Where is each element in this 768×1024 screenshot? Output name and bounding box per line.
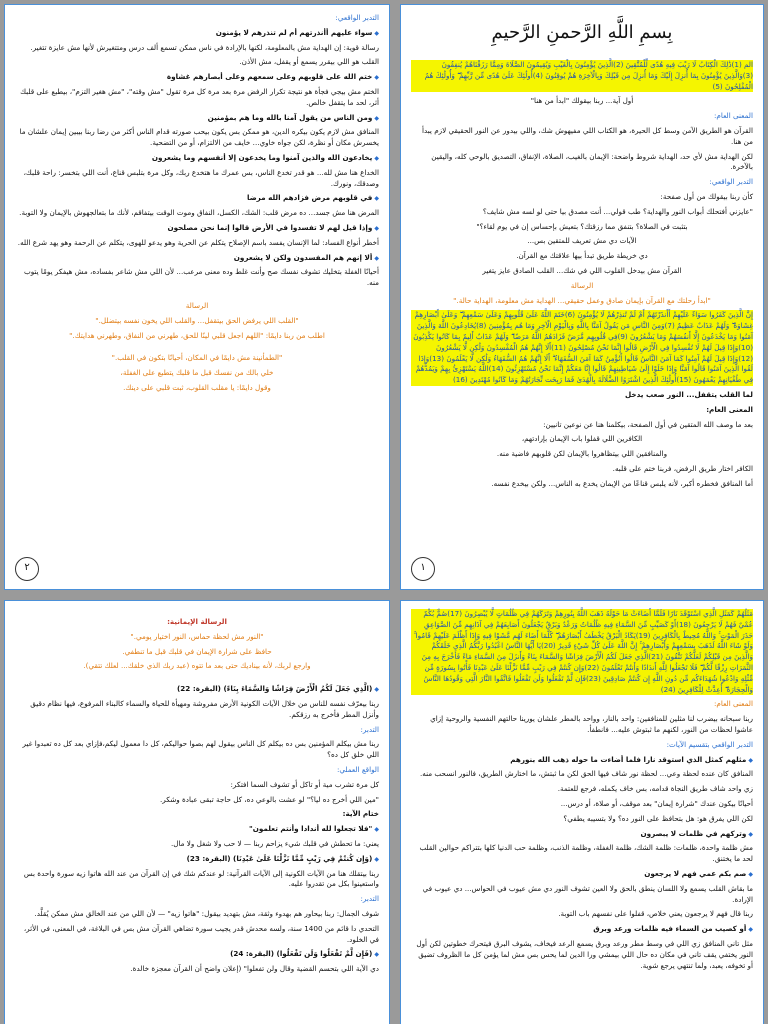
paragraph: أحيانًا بيكون عندك "شرارة إيمان" بعد موقف، أو صلاة، أو درس... [560, 798, 753, 808]
paragraph: القرآن هو الطريق الآمن وسط كل الحيرة، هو الكتاب اللي مفيهوش شك، واللي بيدور عن النور الحقيقي لازم يبدأ من هنا. [421, 125, 753, 146]
paragraph: الخداع هنا مش لله... هو قدر تخدع الناس، بس عمرك ما هتخدع ربك، وكل مرة بتلبس قناع، أنت اللي بتخسر: راحة قلبك، وصدقك، ونورك. [23, 167, 379, 188]
paragraph: المرض هنا مش جسد... ده مرض قلب: الشك، الكسل، النفاق وموت الوقت بيتفاقم، لأنك ما بتعالجهوش بالإيمان ولا التوبة. [19, 208, 379, 218]
bullet-title: ◆ يخادعون الله والذين آمنوا وما يخدعون إلا أنفسهم وما يشعرون [15, 153, 379, 164]
bullet-title: ◆ في قلوبهم مرض فزادهم الله مرضا [15, 193, 379, 204]
section-title: المعنى العام: [714, 699, 753, 709]
paragraph: الآيات دي مش تعريف للمتقين بس... [527, 236, 637, 246]
paragraph: مش ظلمة واحدة، ظلمات: ظلمة الشك، ظلمة الغفلة، وظلمة الذنب، وظلمة حب الدنيا كلها بتتراكم حوالين القلب لحد ما يختنق. [419, 843, 753, 864]
paragraph: الكافر اختار طريق الرفض، فربنا ختم على قلبه. [612, 463, 753, 473]
message-text: اطلب من ربنا دايمًا: "اللهم اجعل قلبي لينًا للحق، طهرني من النفاق، وطهرني هدايتك." [69, 330, 325, 340]
dua-text: خلي بالك من نفسك قبل ما قلبك يتطبع على الغفلة، [120, 368, 274, 378]
paragraph: القرآن مش بيدخل القلوب اللي في شك... القلب الصادق عايز يتغير [482, 265, 682, 275]
paragraph: ربنا مش بيكلم المؤمنين بس ده بيكلم كل الناس بيقول لهم بصوا حواليكم، كل دا معمول ليكم،فإزاي بعد كل ده تعبدوا غير اللي خلق كل ده؟ [22, 739, 379, 760]
section-title: التدبر الواقعي: [709, 177, 753, 187]
intro-text: أول آية... ربنا بيقولك "ابدأ من هنا" [530, 96, 634, 106]
bullet-title: ◆ (الَّذِي جَعَلَ لَكُمُ الْأَرْضَ فِرَاشًا وَالسَّمَاءَ بِنَاءً) (البقرة: 22) [15, 684, 379, 695]
paragraph: كأن ربنا بيقولك من أول صفحة: [660, 191, 753, 201]
paragraph: ما بقاش القلب يسمع ولا اللسان ينطق بالحق ولا العين تشوف النور دي مش عيوب في الحواس... دي عيوب في الإرادة. [422, 883, 753, 904]
paragraph: دي خريطة طريق تبدأ بيها علاقتك مع القرآن. [516, 251, 648, 261]
paragraph: بتثبت في الصلاة؟ بتنفق مما رزقتك؟ بتعيش بإحساس إن في يوم لقاء؟" [476, 221, 688, 231]
bullet-title: ◆ وإذا قيل لهم لا تفسدوا في الأرض قالوا إنما نحن مصلحون [15, 223, 379, 234]
bullet-title: ◆ (وَإِن كُنتُمْ فِي رَيْبٍ مِّمَّا نَزَّلْنَا عَلَىٰ عَبْدِنَا) (البقرة: 23) [15, 854, 379, 865]
paragraph: دي الآية اللي بتحسم القضية وقال ولن تفعلوا" (إعلان واضح أن القرآن معجزة خالدة. [130, 964, 379, 974]
paragraph: المنافق كان عنده لحظة وعي... لحظة نور شاف فيها الحق لكن ما ثبتش، ما اختارش الطريق، فالنور انسحب منه. [419, 769, 753, 779]
message-text: "ابدأ رحلتك مع القرآن بإيمان صادق وعمل حقيقي... الهداية مش معلومة، الهداية حالة." [453, 295, 711, 305]
bullet-title: ◆ ومن الناس من يقول آمنا بالله وما هم بمؤمنين [15, 113, 379, 124]
paragraph: القلب هو اللي بيقرر يسمع أو يقفل، مش الأذن. [239, 57, 379, 67]
page-2 [4, 4, 390, 590]
paragraph: لكن الهداية مش لأي حد، الهداية شروط واضحة: الإيمان بالغيب، الصلاة، الإنفاق، التصديق بالوحي كله، واليقين بالآخرة. [431, 151, 753, 172]
paragraph: الختم مش بيجي فجأة هو نتيجة تكرار الرفض مرة بعد مرة كل مرة تقول "مش وقته"، "مش هغير التزم"، بيطبع على قلبك أثر، لحد ما يتقفل خالص. [20, 86, 379, 107]
paragraph: كل مرة تشرب مية أو تاكل أو تشوف السما افتكر: [230, 779, 379, 789]
bullet-title: ◆ ألا إنهم هم المفسدون ولكن لا يشعرون [15, 253, 379, 264]
bullet-title: ◆ سواء عليهم أأنذرتهم أم لم تنذرهم لا يؤمنون [15, 28, 379, 39]
section-title: المعنى العام: [706, 404, 753, 414]
paragraph: المنافق مش لازم يكون بيكره الدين، هو ممكن بس يكون بيحب صورته قدام الناس أكثر من رضا ربنا بيبين إيمان علشان ما يخسرش مكان أو نظرة، لكن جواه خاوي... خايف من الالتزام، أو من التضحية. [19, 127, 379, 148]
message-title: الرسالة [570, 280, 594, 290]
section-title: التدبر الواقعي: [335, 13, 379, 22]
paragraph: أما المنافق فخطره أكبر، لأنه يلبس قناعًا من الإيمان يخدع به الناس... ولكن بيخدع نفسه. [491, 478, 753, 488]
paragraph: التحدي دا قائم من 1400 سنة، ولسه محدش قدر يجيب سورة تضاهي القرآن مش بس في البلاغة، في المعنى، في الأثر، في الخلود. [23, 923, 379, 944]
paragraph: ربنا سبحانه بيضرب لنا مثلين للمنافقين: واحد بالنار، وواحد بالمطر علشان يورينا حالتهم النفسية والروحية إزاي عاشوا لحظات من النور، لكنهم ما ثبتوش عليه... فانطفأ. [430, 714, 753, 734]
paragraph: مثل تاني المنافق زي اللي في وسط مطر ورعد وبرق يسمع الرعد فيخاف، يشوف البرق فيتحرك خطوتين لكن أول النور يختفي يقف تاني في مكان ده حال اللي بيمشي ورا الدين لما يحس بس مش لما يؤمن كل ما الظروف تضيق أو تخوفه، يعبد، ولما تنتهي يرجع شوية. [416, 938, 753, 970]
message-title: الرسالة [185, 300, 209, 310]
paragraph: يعني: ما تحطش في قلبك شيء يزاحم ربنا — لا حب ولا شغل ولا مال. [170, 838, 379, 848]
paragraph: بعد ما وصف الله المتقين في أول الصفحة، بيكلمنا هنا عن نوعين تانيين: [543, 419, 753, 429]
section-title: الواقع العملي: [336, 764, 379, 774]
basmala: بِسمِ اللَّهِ الرَّحمنِ الرَّحيمِ [491, 22, 673, 43]
bullet-title: ◆ أو كصيب من السماء فيه ظلمات ورعد وبرق [411, 924, 753, 935]
paragraph: لكن اللي يفرق هو: هل بتحافظ على النور ده؟ ولا بتسيبه يطفي؟ [563, 813, 753, 823]
section-title: التدبر: [360, 894, 379, 904]
page-number: ١ [411, 557, 435, 581]
page-3 [400, 600, 764, 1024]
section-title: التدبر الواقعي بتقسيم الآيات: [666, 739, 753, 749]
section-title: التدبر: [360, 724, 379, 734]
paragraph: ربنا قال فهم لا يرجعون يعني خلاص، قفلوا على نفسهم باب التوبة. [558, 909, 753, 919]
page-number: ٢ [15, 557, 39, 581]
bullet-title: ◆ "فلا تجعلوا لله أندادا وأنتم تعلمون" [15, 824, 379, 835]
message-text: حافظ على شرارة الإيمان في قلبك قبل ما تنطفي. [122, 646, 272, 656]
heading: لما القلب يتقفل... النور صعب يدخل [625, 389, 753, 399]
bullet-title: ◆ (فَإِن لَّمْ تَفْعَلُوا وَلَن تَفْعَلُوا) (البقرة: 24) [15, 949, 379, 960]
paragraph: أخطر أنواع الفساد: لما الإنسان يفسد باسم الإصلاح يتكلم عن الحرية وهو يدعو للهوى، يتكلم عن الرحمة وهو يهد شرع الله. [17, 237, 379, 247]
bullet-title: ◆ وتركهم في ظلمات لا يبصرون [411, 829, 753, 840]
message-text: وارجع لربك، لأنه بيناديك حتى بعد ما تتوه (عبد ربك الذي خلقك... لعلك تتقي). [83, 661, 311, 671]
bullet-title: ◆ صم بكم عمي فهم لا يرجعون [411, 869, 753, 880]
verses-block: إِنَّ الَّذِينَ كَفَرُوا سَوَاءٌ عَلَيْهِمْ أَأَنذَرْتَهُمْ أَمْ لَمْ تُنذِرْهُمْ لَا يُؤْمِنُونَ (6)خَتَمَ اللَّهُ عَلَىٰ قُلُوبِهِمْ وَعَلَىٰ سَمْعِهِمْ ۖ وَعَلَىٰ أَبْصَارِهِمْ غِشَاوَةٌ ۖ وَلَهُمْ عَذَابٌ عَظِيمٌ (7)وَمِنَ النَّاسِ مَن يَقُولُ آمَنَّا بِاللَّهِ وَبِالْيَوْمِ الْآخِرِ وَمَا هُم بِمُؤْمِنِينَ (8)يُخَادِعُونَ اللَّهَ وَالَّذِينَ آمَنُوا وَمَا يَخْدَعُونَ إِلَّا أَنفُسَهُمْ وَمَا يَشْعُرُونَ (9)فِي قُلُوبِهِم مَّرَضٌ فَزَادَهُمُ اللَّهُ مَرَضًا ۖ وَلَهُمْ عَذَابٌ أَلِيمٌ بِمَا كَانُوا يَكْذِبُونَ (10)وَإِذَا قِيلَ لَهُمْ لَا تُفْسِدُوا فِي الْأَرْضِ قَالُوا إِنَّمَا نَحْنُ مُصْلِحُونَ (11)أَلَا إِنَّهُمْ هُمُ الْمُفْسِدُونَ وَلَٰكِن لَّا يَشْعُرُونَ (12)وَإِذَا قِيلَ لَهُمْ آمِنُوا كَمَا آمَنَ النَّاسُ قَالُوا أَنُؤْمِنُ كَمَا آمَنَ السُّفَهَاءُ ۗ أَلَا إِنَّهُمْ هُمُ السُّفَهَاءُ وَلَٰكِن لَّا يَعْلَمُونَ (13)وَإِذَا لَقُوا الَّذِينَ آمَنُوا قَالُوا آمَنَّا وَإِذَا خَلَوْا إِلَىٰ شَيَاطِينِهِمْ قَالُوا إِنَّا مَعَكُمْ إِنَّمَا نَحْنُ مُسْتَهْزِئُونَ (14)اللَّهُ يَسْتَهْزِئُ بِهِمْ وَيَمُدُّهُمْ فِي طُغْيَانِهِمْ يَعْمَهُونَ (15)أُولَٰئِكَ الَّذِينَ اشْتَرَوُا الضَّلَالَةَ بِالْهُدَىٰ فَمَا رَبِحَت تِّجَارَتُهُمْ وَمَا كَانُوا مُهْتَدِينَ (16) [411, 310, 753, 386]
page-1 [400, 4, 764, 590]
paragraph: الكافرين اللي قفلوا باب الإيمان بإرادتهم، [521, 434, 643, 444]
paragraph: "عايزني أفتحلك أبواب النور والهداية؟ طب قولي... أنت مصدق بيا حتى لو لسه مش شايف؟ [482, 206, 753, 216]
message-text: "النور مش لحظة حماس، النور اختيار يومي." [130, 631, 264, 641]
paragraph: ربنا بيعرّف نفسه للناس من خلال الآيات الكونية الأرض مفروشة ومهيأة للحياة والسماء كالبناء المرفوع، فيها نظام دقيق وأنزل المطر فأخرج به رزقكم. [30, 698, 379, 719]
dua-text: وقول دايمًا: يا مقلب القلوب، ثبت قلبي على دينك. [123, 382, 271, 392]
paragraph: رسالة قوية: إن الهداية مش بالمعلومة، لكنها بالإرادة في ناس ممكن تسمع ألف درس ومتتغيرش لأنها مش عايزة تتغير. [30, 42, 379, 52]
paragraph: ربنا بيتقلك هنا من الآيات الكونية إلى الآيات القرآنية: لو عندكم شك في إن القرآن من عند الله هاتوا زيه سورة واحدة بس واستعينوا بكل من تقدروا عليه. [23, 868, 379, 889]
section-title: المعنى العام: [714, 111, 753, 121]
bullet-title: ◆ ختم الله على قلوبهم وعلى سمعهم وعلى أبصارهم غشاوة [15, 72, 379, 83]
message-text: "القلب اللي يرفض الحق بيتقفل... والقلب اللي يخون نفسه بيتضلل." [95, 315, 299, 325]
page-4 [4, 600, 390, 1024]
section-title: ختام الآية: [342, 809, 379, 819]
paragraph: "مين اللي أخرج ده ليا؟" لو عشت بالوعي ده، كل حاجة تبقى عبادة وشكر. [160, 794, 379, 804]
paragraph: أحيانًا الغفلة بتخليك تشوف نفسك صح وأنت غلط وده معنى مرعب... لأن اللي مش شاعر بفساده، مش هيفكر يومًا يتوب منه. [23, 267, 379, 288]
paragraph: والمنافقين اللي بيتظاهروا بالإيمان لكن قلوبهم فاضية منه. [496, 449, 668, 459]
dua-text: "الطمأنينة مش دايمًا في المكان، أحيانًا بتكون في القلب." [111, 353, 283, 363]
bullet-title: ◆ مثلهم كمثل الذي استوقد نارا فلما أضاءت ما حوله ذهب الله بنورهم [411, 755, 753, 766]
verses-block: مَثَلُهُمْ كَمَثَلِ الَّذِي اسْتَوْقَدَ نَارًا فَلَمَّا أَضَاءَتْ مَا حَوْلَهُ ذَهَبَ اللَّهُ بِنُورِهِمْ وَتَرَكَهُمْ فِي ظُلُمَاتٍ لَّا يُبْصِرُونَ (17)صُمٌّ بُكْمٌ عُمْيٌ فَهُمْ لَا يَرْجِعُونَ (18)أَوْ كَصَيِّبٍ مِّنَ السَّمَاءِ فِيهِ ظُلُمَاتٌ وَرَعْدٌ وَبَرْقٌ يَجْعَلُونَ أَصَابِعَهُمْ فِي آذَانِهِم مِّنَ الصَّوَاعِقِ حَذَرَ الْمَوْتِ ۚ وَاللَّهُ مُحِيطٌ بِالْكَافِرِينَ (19)يَكَادُ الْبَرْقُ يَخْطَفُ أَبْصَارَهُمْ ۖ كُلَّمَا أَضَاءَ لَهُم مَّشَوْا فِيهِ وَإِذَا أَظْلَمَ عَلَيْهِمْ قَامُوا ۚ وَلَوْ شَاءَ اللَّهُ لَذَهَبَ بِسَمْعِهِمْ وَأَبْصَارِهِمْ ۚ إِنَّ اللَّهَ عَلَىٰ كُلِّ شَيْءٍ قَدِيرٌ (20)يَا أَيُّهَا النَّاسُ اعْبُدُوا رَبَّكُمُ الَّذِي خَلَقَكُمْ وَالَّذِينَ مِن قَبْلِكُمْ لَعَلَّكُمْ تَتَّقُونَ (21)الَّذِي جَعَلَ لَكُمُ الْأَرْضَ فِرَاشًا وَالسَّمَاءَ بِنَاءً وَأَنزَلَ مِنَ السَّمَاءِ مَاءً فَأَخْرَجَ بِهِ مِنَ الثَّمَرَاتِ رِزْقًا لَّكُمْ ۖ فَلَا تَجْعَلُوا لِلَّهِ أَندَادًا وَأَنتُمْ تَعْلَمُونَ (22)وَإِن كُنتُمْ فِي رَيْبٍ مِّمَّا نَزَّلْنَا عَلَىٰ عَبْدِنَا فَأْتُوا بِسُورَةٍ مِّن مِّثْلِهِ وَادْعُوا شُهَدَاءَكُم مِّن دُونِ اللَّهِ إِن كُنتُمْ صَادِقِينَ (23)فَإِن لَّمْ تَفْعَلُوا وَلَن تَفْعَلُوا فَاتَّقُوا النَّارَ الَّتِي وَقُودُهَا النَّاسُ وَالْحِجَارَةُ ۖ أُعِدَّتْ لِلْكَافِرِينَ (24) [411, 609, 753, 695]
paragraph: شوف الجمال: ربنا بيحاور هم بهدوء وثقة، مش بتهديد بيقول: "هاتوا زيه" — لأن اللي من عند الخالق مش ممكن يُقلَّد. [34, 908, 379, 918]
verses-block: الم (1)ذَٰلِكَ الْكِتَابُ لَا رَيْبَ فِيهِ هُدًى لِّلْمُتَّقِينَ (2)الَّذِينَ يُؤْمِنُونَ بِالْغَيْبِ وَيُقِيمُونَ الصَّلَاةَ وَمِمَّا رَزَقْنَاهُمْ يُنفِقُونَ (3)وَالَّذِينَ يُؤْمِنُونَ بِمَا أُنزِلَ إِلَيْكَ وَمَا أُنزِلَ مِن قَبْلِكَ وَبِالْآخِرَةِ هُمْ يُوقِنُونَ (4)أُولَٰئِكَ عَلَىٰ هُدًى مِّن رَّبِّهِمْ ۖ وَأُولَٰئِكَ هُمُ الْمُفْلِحُونَ (5) [411, 60, 753, 92]
message-title: الرسالة الإيمانية: [167, 617, 227, 626]
paragraph: زي واحد شاف طريق النجاة قدامه، بس خاف يكمله، فرجع للعتمة. [557, 784, 753, 794]
